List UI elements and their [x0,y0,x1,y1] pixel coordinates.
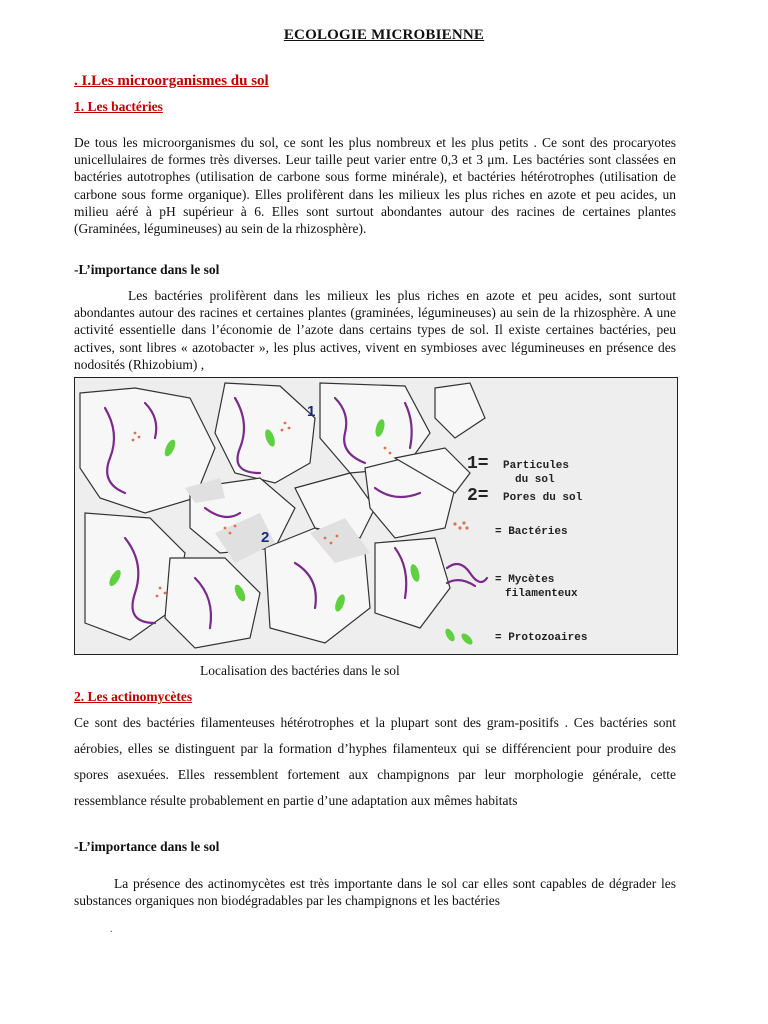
importance-heading-1: -L’importance dans le sol [74,262,220,277]
legend-5-text: = Protozoaires [495,632,588,644]
subsection-heading-actinomycetes: 2. Les actinomycètes [74,689,193,704]
legend-3-text: = Bactéries [495,526,568,538]
legend-2-text: Pores du sol [503,492,583,504]
paragraph-actinomycetes-importance: La présence des actinomycètes est très importante dans le sol car elles sont capables de dégrader les substances organiques non biodégradables par les champignons et les bactéries [74,876,676,909]
stray-mark: . [110,924,113,935]
legend-1-num: 1= [467,454,489,474]
label-2: 2 [261,529,270,546]
legend-1-line2: du sol [515,474,555,486]
soil-diagram [74,377,678,655]
subsection-heading-bacteria: 1. Les bactéries [74,99,163,114]
legend-4-line2: filamenteux [505,588,578,600]
paragraph-bacteria-intro: De tous les microorganismes du sol, ce sont les plus nombreux et les plus petits . Ce sont des procaryotes unicellulaires de formes très diverses. Leur taille peut varier entre 0,3 et 3 μm. Les bactéries sont classées en bactéries autotrophes (utilisation de carbone sous forme minérale), et bactéries hétérotrophes (utilisation de carbone sous forme organique). Elles prolifèrent dans les milieux les plus riches en azote et peu acides, un milieu aéré à pH supérieur à 6. Elles sont surtout abondantes autour des racines de certaines plantes (Graminées, légumineuses) au sein de la rhizosphère). [74,135,676,237]
legend-1-line1: Particules [503,460,570,472]
soil-diagram-svg [75,378,678,655]
paragraph-bacteria-importance: Les bactéries prolifèrent dans les milieux les plus riches en azote et peu acides, sont surtout abondantes autour des racines et certaines plantes (graminées, légumineuses) au sein de la rhizosphère. A une activité essentielle dans l’économie de l’azote dans certains types de sol. Il existe certaines bactéries, peu actives, sont libres « azotobacter », les plus actives, vivent en symbioses avec légumineuses en présence des nodosités (Rhizobium) , [74,288,676,372]
section-heading: . I.Les microorganismes du sol [74,73,269,89]
paragraph-actinomycetes: Ce sont des bactéries filamenteuses hétérotrophes et la plupart sont des gram-positifs . Ces bactéries sont aérobies, elles se distinguent par la formation d’hyphes filamenteux qui se différencient pour produire des spores asexuées. Elles ressemblent fortement aux champignons par leur morphologie générale, cette ressemblance résulte probablement en partie d’une adaptation aux mêmes habitats [74,715,676,808]
importance-heading-2: -L’importance dans le sol [74,839,220,854]
document-title: ECOLOGIE MICROBIENNE [283,27,485,43]
legend-2-num: 2= [467,486,489,506]
label-1: 1 [307,403,316,420]
legend-4-line1: = Mycètes [495,574,555,586]
figure-caption: Localisation des bactéries dans le sol [200,663,400,678]
